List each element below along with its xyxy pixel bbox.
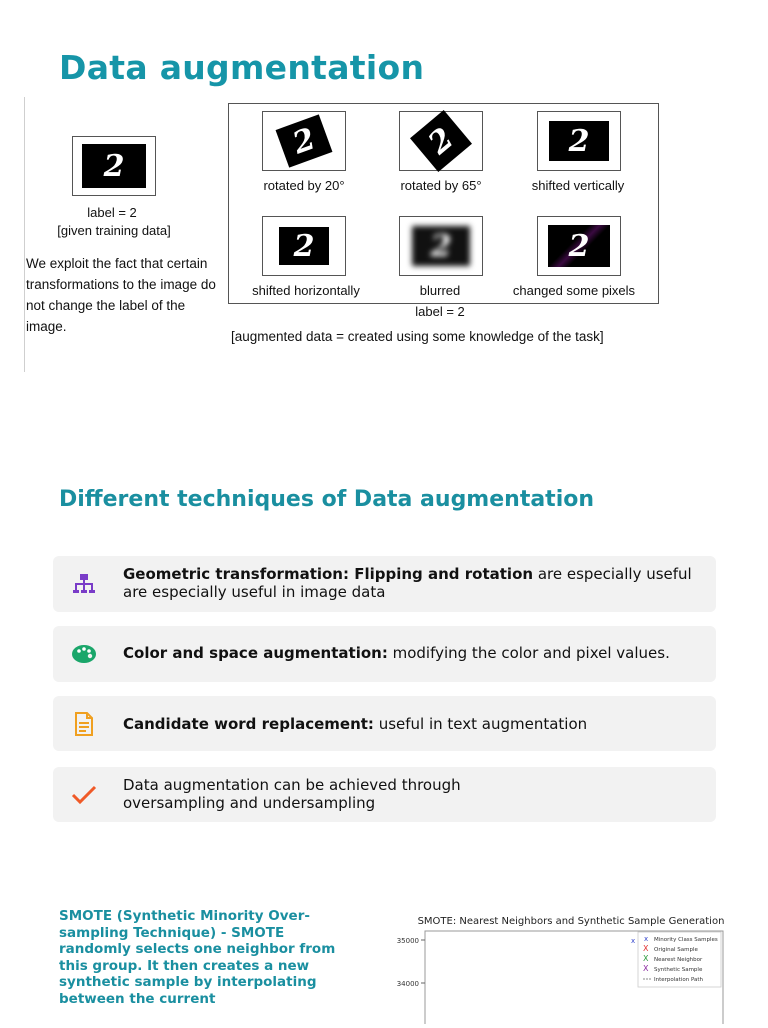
hierarchy-icon <box>71 571 97 597</box>
minority-sample-point: x <box>631 937 636 945</box>
augmentation-caption: changed some pixels <box>512 283 636 298</box>
smote-chart <box>388 910 728 1024</box>
technique-text <box>123 715 704 733</box>
augmentation-caption: rotated by 20° <box>263 178 345 193</box>
technique-desc: Data augmentation can be achieved through oversampling and undersampling <box>123 776 461 812</box>
technique-card <box>53 556 716 612</box>
smote-description: SMOTE (Synthetic Minority Over-sampling Technique) - SMOTE randomly selects one neighbor from this group. It then creates a new synthetic sample by interpolating between the current <box>59 908 336 1007</box>
augmented-label: label = 2 <box>415 304 465 319</box>
technique-desc: are especially useful are especially useful in image data <box>123 565 692 601</box>
technique-bold: Color and space augmentation: <box>123 644 388 662</box>
legend-entry: Nearest Neighbor <box>654 957 703 963</box>
technique-desc: useful in text augmentation <box>373 715 588 733</box>
legend-marker: X <box>643 954 649 963</box>
ytick-label: 34000 <box>396 980 419 988</box>
checkmark-icon <box>71 782 97 808</box>
augmentation-caption: rotated by 65° <box>400 178 482 193</box>
augmentation-caption: shifted vertically <box>531 178 625 193</box>
smote-chart-svg <box>388 910 728 1024</box>
technique-desc: modifying the color and pixel values. <box>387 644 670 662</box>
page-title: Data augmentation <box>59 48 425 87</box>
augmented-image-blurred: 2 <box>399 216 483 276</box>
augmented-image-changed-pixels: 2 <box>537 216 621 276</box>
augmentation-note: We exploit the fact that certain transformations to the image do not change the label of the image. <box>26 256 216 334</box>
augmented-caption: [augmented data = created using some knowledge of the task] <box>231 329 604 344</box>
augmented-image-shifted-vertical: 2 <box>537 111 621 171</box>
augmented-image-rotated-65: 2 <box>399 111 483 171</box>
chart-title: SMOTE: Nearest Neighbors and Synthetic Sample Generation <box>417 916 725 927</box>
section-title: Different techniques of Data augmentation <box>59 487 595 512</box>
original-caption: [given training data] <box>57 223 171 238</box>
legend-entry: Synthetic Sample <box>654 967 703 973</box>
technique-bold: Candidate word replacement: <box>123 715 374 733</box>
technique-card <box>53 626 716 682</box>
ytick-label: 35000 <box>396 937 419 945</box>
augmented-image-rotated-20: 2 <box>262 111 346 171</box>
legend-entry: Minority Class Samples <box>654 937 718 943</box>
legend-marker: X <box>643 944 649 953</box>
technique-card <box>53 696 716 751</box>
augmentation-caption: shifted horizontally <box>252 283 360 298</box>
augmentation-caption: blurred <box>419 283 461 298</box>
legend-marker: X <box>643 964 649 973</box>
document-icon <box>71 711 97 737</box>
technique-bold: Geometric transformation: Flipping and rotation <box>123 565 534 583</box>
palette-icon <box>71 641 97 667</box>
legend-entry: Interpolation Path <box>654 977 704 983</box>
technique-text <box>123 565 704 601</box>
technique-text <box>123 644 704 662</box>
technique-card <box>53 767 716 822</box>
legend-entry: Original Sample <box>654 947 698 953</box>
augmented-image-shifted-horizontal: 2 <box>262 216 346 276</box>
legend-marker: x <box>644 935 649 943</box>
original-label: label = 2 <box>87 205 137 220</box>
divider <box>24 97 25 372</box>
technique-text <box>123 776 503 812</box>
original-digit-image: 2 <box>72 136 156 196</box>
